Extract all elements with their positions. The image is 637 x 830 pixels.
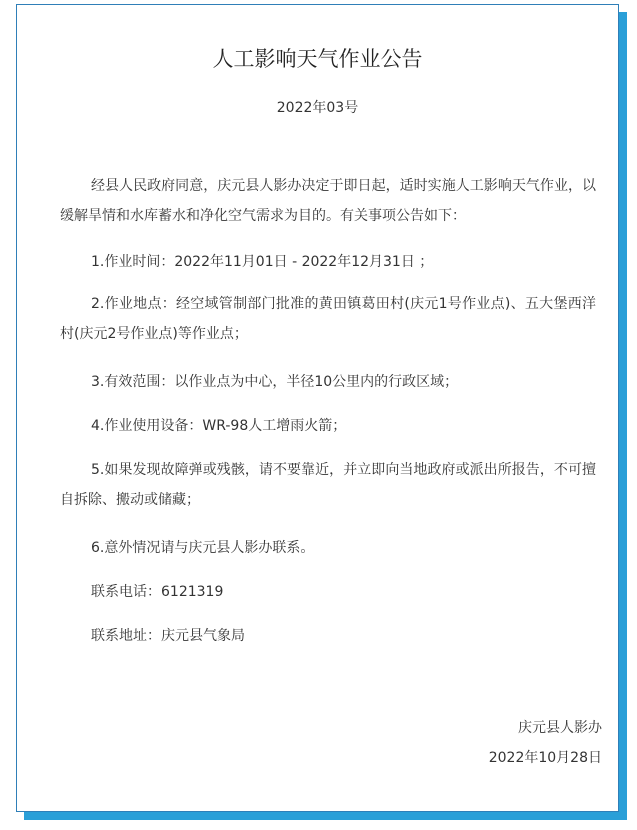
item-time: 1.作业时间：2022年11月01日 - 2022年12月31日 ； — [91, 254, 434, 270]
item-range: 3.有效范围：以作业点为中心，半径10公里内的行政区域； — [91, 374, 459, 390]
issue-date: 2022年10月28日 — [488, 750, 602, 766]
issuer: 庆元县人影办 — [518, 720, 602, 736]
item-warning: 5.如果发现故障弹或残骸，请不要靠近，并立即向当地政府或派出所报告，不可擅自拆除、搬动或储藏； — [60, 462, 596, 508]
contact-phone: 联系电话：6121319 — [91, 584, 224, 600]
item-equipment: 4.作业使用设备：WR-98人工增雨火箭； — [91, 418, 347, 434]
contact-address: 联系地址：庆元县气象局 — [91, 628, 245, 644]
notice-card — [16, 4, 619, 812]
item-location: 2.作业地点：经空域管制部门批准的黄田镇葛田村(庆元1号作业点)、五大堡西洋村(庆元2号作业点)等作业点； — [60, 296, 596, 342]
item-contact: 6.意外情况请与庆元县人影办联系。 — [91, 540, 315, 556]
notice-title: 人工影响天气作业公告 — [212, 47, 423, 71]
intro-paragraph: 经县人民政府同意，庆元县人影办决定于即日起，适时实施人工影响天气作业，以缓解旱情和水库蓄水和净化空气需求为目的。有关事项公告如下： — [60, 178, 596, 224]
doc-number: 2022年03号 — [276, 100, 359, 116]
